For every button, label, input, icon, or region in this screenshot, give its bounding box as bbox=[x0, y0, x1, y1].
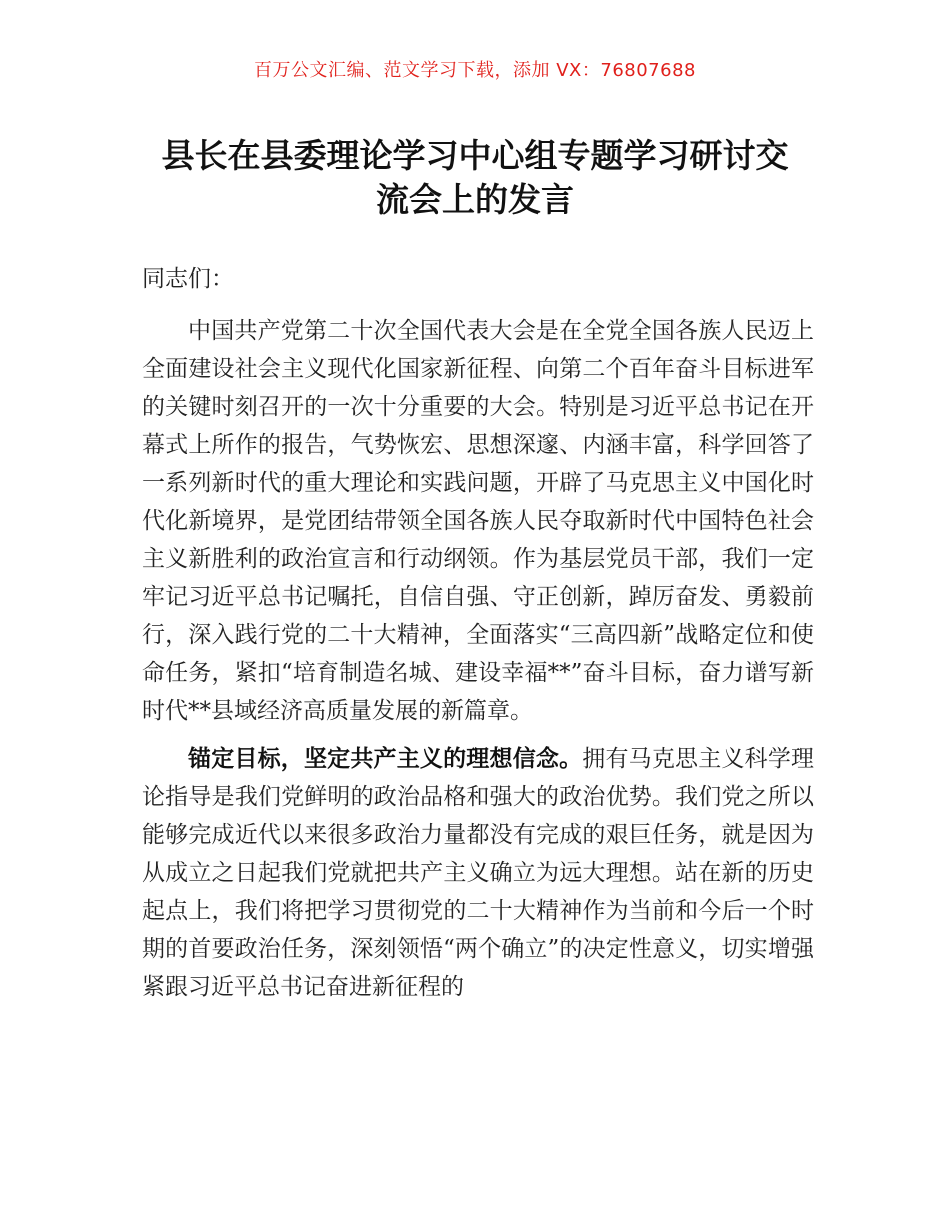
salutation: 同志们： bbox=[142, 266, 234, 292]
title-line-1: 县长在县委理论学习中心组专题学习研讨交 bbox=[161, 136, 789, 176]
page-title bbox=[100, 134, 850, 222]
paragraph-section-1 bbox=[142, 740, 814, 1006]
watermark-banner: 百万公文汇编、范文学习下载，添加 VX：76807688 bbox=[254, 60, 696, 81]
section-1-heading: 锚定目标，坚定共产主义的理想信念。 bbox=[188, 746, 583, 772]
paragraph-intro-text: 中国共产党第二十次全国代表大会是在全党全国各族人民迈上全面建设社会主义现代化国家新征程、向第二个百年奋斗目标进军的关键时刻召开的一次十分重要的大会。特别是习近平总书记在开幕式上所作的报告，气势恢宏、思想深邃、内涵丰富，科学回答了一系列新时代的重大理论和实践问题，开辟了马克思主义中国化时代化新境界，是党团结带领全国各族人民夺取新时代中国特色社会主义新胜利的政治宣言和行动纲领。作为基层党员干部，我们一定牢记习近平总书记嘱托，自信自强、守正创新，踔厉奋发、勇毅前行，深入践行党的二十大精神，全面落实“三高四新”战略定位和使命任务，紧扣“培育制造名城、建设幸福**”奋斗目标，奋力谱写新时代**县域经济高质量发展的新篇章。 bbox=[142, 318, 814, 724]
document-body bbox=[142, 260, 814, 1016]
section-1-text: 拥有马克思主义科学理论指导是我们党鲜明的政治品格和强大的政治优势。我们党之所以能够完成近代以来很多政治力量都没有完成的艰巨任务，就是因为从成立之日起我们党就把共产主义确立为远大理想。站在新的历史起点上，我们将把学习贯彻党的二十大精神作为当前和今后一个时期的首要政治任务，深刻领悟“两个确立”的决定性意义，切实增强紧跟习近平总书记奋进新征程的 bbox=[142, 746, 815, 1000]
title-line-2: 流会上的发言 bbox=[376, 180, 574, 220]
paragraph-intro bbox=[142, 312, 814, 730]
